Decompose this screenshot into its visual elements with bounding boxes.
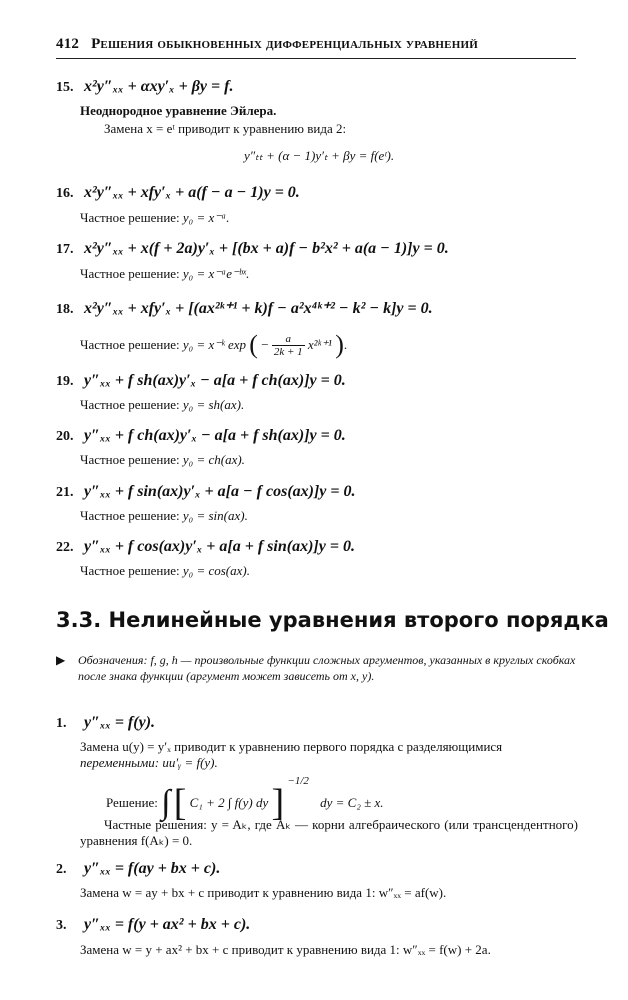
nonlinear-equation-3: 3. y″ₓₓ = f(y + ax² + bx + c). (56, 916, 251, 933)
section-heading: 3.3. Нелинейные уравнения второго порядка (56, 608, 609, 632)
running-head (56, 36, 576, 53)
equation-15-subtitle: Неоднородное уравнение Эйлера. (80, 103, 277, 118)
header-rule (56, 58, 576, 59)
nonlinear-3-text: Замена w = y + ax² + bx + c приводит к уравнению вида 1: w″ₓₓ = f(w) + 2a. (80, 942, 491, 957)
nonlinear-1-text1: Замена u(y) = y′ₓ приводит к уравнению первого порядка с разделяющимися (80, 739, 503, 754)
right-bracket: ] (271, 782, 285, 825)
chapter-title: Решения обыкновенных дифференциальных уравнений (91, 36, 478, 52)
nonlinear-equation-1: 1. y″ₓₓ = f(y). (56, 714, 156, 731)
equation-20-solution: Частное решение: y₀ = ch(ax). (80, 452, 245, 467)
equation-21-solution: Частное решение: y₀ = sin(ax). (80, 508, 248, 523)
equation-16: 16. x²y″ₓₓ + xfy′ₓ + a(f − a − 1)y = 0. (56, 184, 300, 201)
notation-paragraph: ▶ Обозначения: f, g, h — произвольные функции сложных аргументов, указанных в круглых скобках после знака функции (аргумент может зависеть от x, y). (56, 653, 576, 683)
equation-16-solution: Частное решение: y₀ = x⁻ᵃ. (80, 210, 230, 225)
equation-15-display: y″ₜₜ + (α − 1)y′ₜ + βy = f(eᵗ). (244, 148, 395, 163)
equation-20: 20. y″ₓₓ + f ch(ax)y′ₓ − a[a + f sh(ax)]y = 0. (56, 427, 346, 444)
nonlinear-1-solution: Решение: ∫ [ C₁ + 2 ∫ f(y) dy ] $^{-1/2}$ dy = C₂ ± x. (106, 775, 384, 825)
equation-22: 22. y″ₓₓ + f cos(ax)y′ₓ + a[a + f sin(ax)]y = 0. (56, 538, 355, 555)
equation-15: 15. x²y″ₓₓ + αxy′ₓ + βy = f. (56, 78, 234, 95)
equation-15-text: Замена x = eᵗ приводит к уравнению вида 2: (104, 121, 347, 136)
nonlinear-1-text2: переменными: uu′ᵧ = f(y). (80, 755, 218, 770)
equation-18: 18. x²y″ₓₓ + xfy′ₓ + [(ax²ᵏ⁺¹ + k)f − a²x⁴ᵏ⁺² − k² − k]y = 0. (56, 300, 433, 317)
left-paren: ( (249, 330, 258, 359)
right-paren: ) (335, 330, 344, 359)
equation-19-solution: Частное решение: y₀ = sh(ax). (80, 397, 245, 412)
nonlinear-2-text: Замена w = ay + bx + c приводит к уравнению вида 1: w″ₓₓ = af(w). (80, 885, 447, 900)
left-bracket: [ (173, 782, 187, 825)
equation-22-solution: Частное решение: y₀ = cos(ax). (80, 563, 250, 578)
nonlinear-equation-2: 2. y″ₓₓ = f(ay + bx + c). (56, 860, 221, 877)
equation-17-solution: Частное решение: y₀ = x⁻ᵃe⁻ᵇˣ. (80, 266, 250, 281)
equation-21: 21. y″ₓₓ + f sin(ax)y′ₓ + a[a − f cos(ax)]y = 0. (56, 483, 356, 500)
equation-17: 17. x²y″ₓₓ + x(f + 2a)y′ₓ + [(bx + a)f − b²x² + a(a − 1)]y = 0. (56, 240, 449, 257)
nonlinear-1-particular: Частные решения: y = Aₖ, где Aₖ — корни алгебраического (или трансцендентного) уравнения f(Aₖ) = 0. (80, 817, 578, 848)
integral-sign: ∫ (161, 784, 171, 822)
equation-18-solution: Частное решение: y₀ = x⁻ᵏ exp ( − $\frac{a}{2k + 1}$ x²ᵏ⁺¹ ). (80, 330, 348, 359)
fraction: $\frac{a}{2k + 1}$ (273, 332, 303, 358)
equation-19: 19. y″ₓₓ + f sh(ax)y′ₓ − a[a + f ch(ax)]y = 0. (56, 372, 346, 389)
page-number: 412 (56, 36, 80, 52)
triangle-bullet-icon: ▶ (56, 653, 66, 667)
